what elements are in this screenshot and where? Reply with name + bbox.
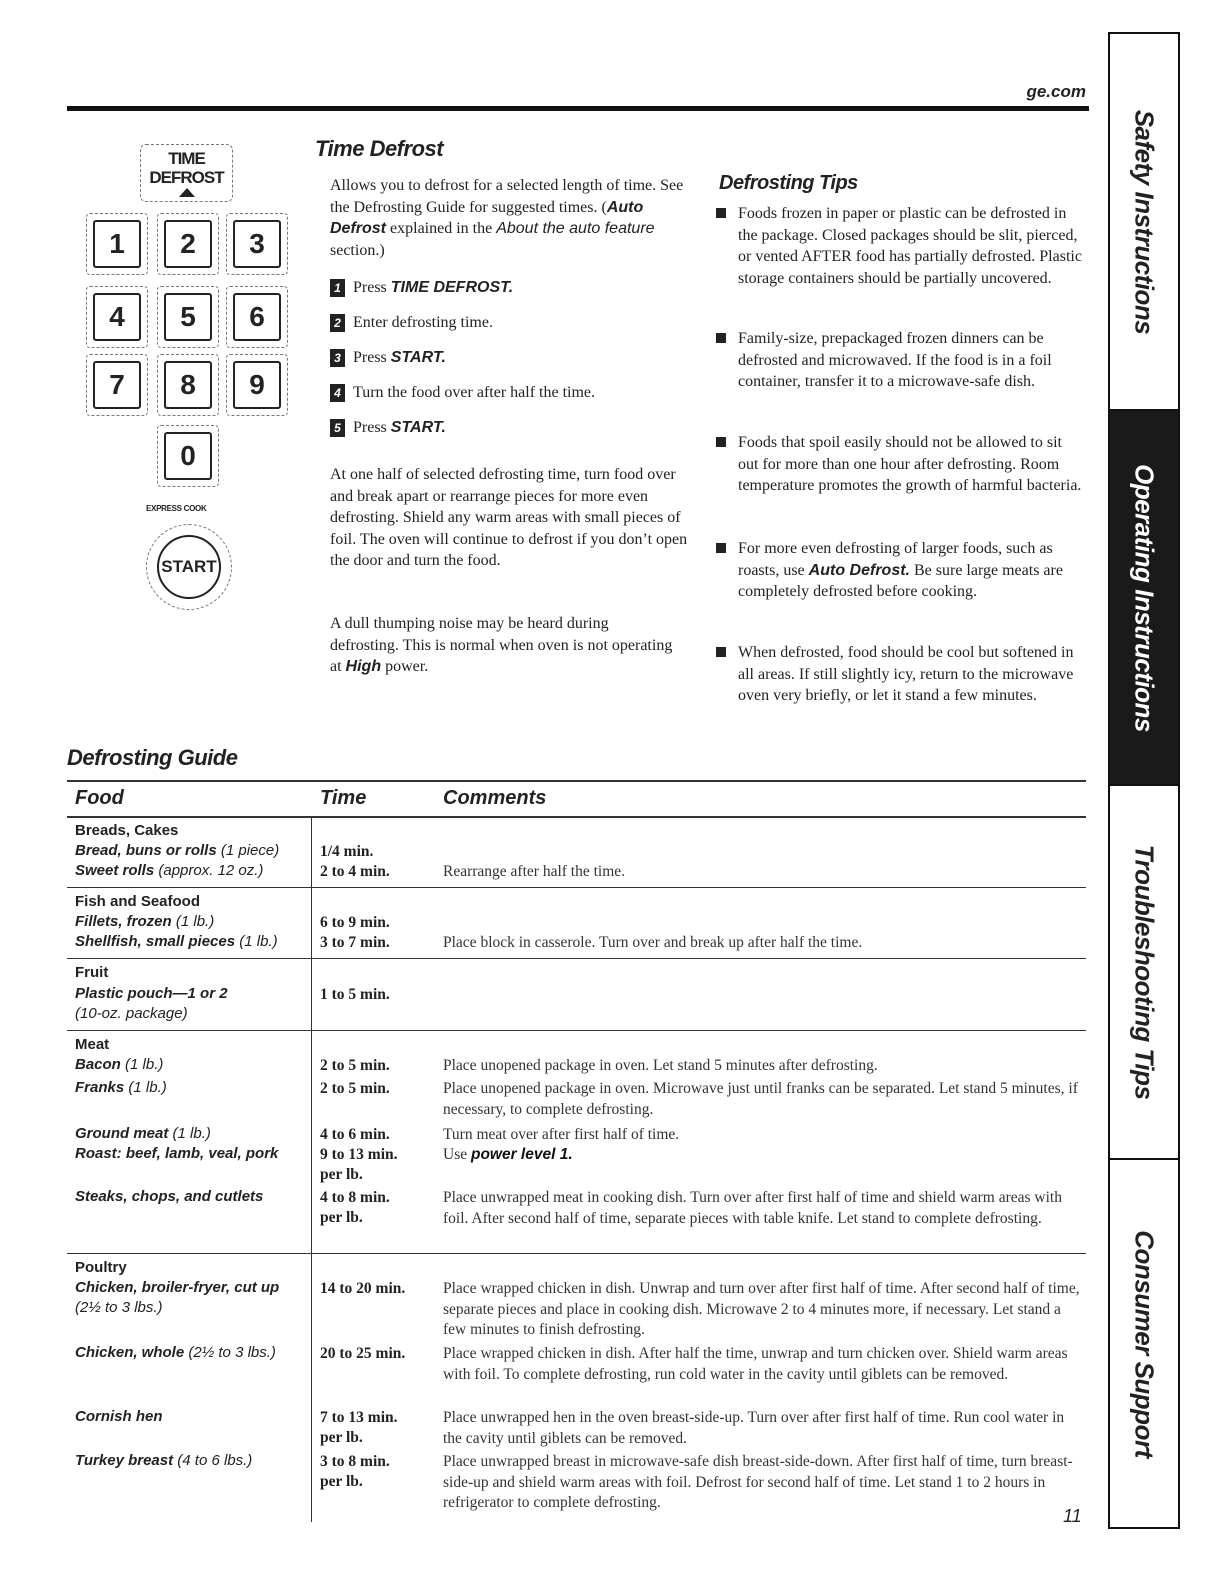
- time-line: 4 to 8 min.: [320, 1189, 390, 1206]
- step-number: 1: [330, 279, 345, 297]
- food-row: [75, 1055, 163, 1075]
- food-row: [75, 912, 214, 932]
- time-line: 7 to 13 min.: [320, 1409, 398, 1426]
- tab-safety-instructions[interactable]: [1110, 34, 1178, 411]
- food-qty: (2½ to 3 lbs.): [184, 1344, 276, 1361]
- time-cell: 2 to 4 min.: [320, 863, 390, 880]
- time-line: 9 to 13 min.: [320, 1146, 398, 1163]
- food-name: Fillets, frozen: [75, 913, 172, 930]
- food-row: [75, 1187, 263, 1207]
- key-label: 3: [233, 220, 281, 268]
- step-text: Press: [353, 349, 387, 366]
- col-time: Time: [320, 787, 367, 809]
- time-cell: 6 to 9 min.: [320, 914, 390, 931]
- step-bold: TIME DEFROST.: [390, 279, 514, 296]
- tab-label: Operating Instructions: [1129, 463, 1160, 732]
- time-cell: 4 to 6 min.: [320, 1126, 390, 1143]
- food-name: Roast: beef, lamb, veal, pork: [75, 1145, 279, 1162]
- time-defrost-key-line1: TIME: [168, 149, 205, 168]
- food-name: Sweet rolls: [75, 862, 155, 879]
- step-number: 5: [330, 419, 345, 437]
- food-name: Chicken, whole: [75, 1344, 185, 1361]
- tab-label: Safety Instructions: [1129, 109, 1160, 334]
- food-row: [75, 841, 279, 861]
- row-rule: [67, 958, 1086, 959]
- key-label: 6: [233, 293, 281, 341]
- food-qty-row: (2½ to 3 lbs.): [75, 1299, 163, 1316]
- food-name: Turkey breast: [75, 1452, 174, 1469]
- tip-5: [716, 642, 1086, 707]
- food-name: Shellfish, small pieces: [75, 933, 236, 950]
- start-key: [146, 524, 232, 610]
- time-line: 3 to 8 min.: [320, 1453, 390, 1470]
- col-food: Food: [75, 787, 124, 809]
- intro-bold: Auto Defrost: [330, 198, 644, 237]
- comment-cell: Place unwrapped breast in microwave-safe dish breast-side-down. After first half of time, turn breast-side-up and shield warm areas with foil. Defrost for second half of time. Let stand 1 to 2 hours in refrigerator to complete defrosting.: [443, 1453, 1073, 1511]
- time-cell: [320, 1452, 390, 1492]
- step-2: [330, 314, 493, 332]
- row-rule: [67, 887, 1086, 888]
- table-top-rule: [67, 780, 1086, 782]
- time-defrost-key-line2: DEFROST: [149, 168, 224, 187]
- table-header-rule: [67, 816, 1086, 818]
- tab-operating-instructions[interactable]: [1110, 411, 1178, 786]
- comment-cell: Place wrapped chicken in dish. After half the time, unwrap and turn chicken over. Shield warm areas with foil. To complete defrosting, run cold water in the cavity until giblets can be removed.: [443, 1345, 1068, 1383]
- start-key-label: START: [157, 535, 221, 599]
- tip-text-part: For more even defrosting of larger foods, such as roasts, use: [738, 540, 1053, 579]
- food-qty: (approx. 12 oz.): [154, 862, 264, 879]
- group-fruit: Fruit: [75, 964, 109, 981]
- comment-cell: Place unopened package in oven. Let stand 5 minutes after defrosting.: [443, 1057, 878, 1074]
- defrosting-guide-heading: Defrosting Guide: [67, 745, 238, 770]
- time-defrost-heading: Time Defrost: [315, 136, 444, 161]
- tip-bold: Auto Defrost.: [808, 561, 910, 579]
- time-cell: 1 to 5 min.: [320, 986, 390, 1003]
- key-label: 2: [164, 220, 212, 268]
- tip-text: Foods that spoil easily should not be allowed to sit out for more than one hour after defrosting. Room temperature promotes the growth of harmful bacteria.: [738, 434, 1082, 494]
- key-2: [157, 213, 219, 275]
- key-8: [157, 354, 219, 416]
- time-cell: 20 to 25 min.: [320, 1345, 406, 1362]
- group-breads: Breads, Cakes: [75, 822, 179, 839]
- tip-1: [716, 203, 1086, 289]
- food-name: Franks: [75, 1079, 125, 1096]
- tip-text-part: Be sure large meats are completely defrosted before cooking.: [738, 561, 1063, 600]
- food-row: [75, 1124, 211, 1144]
- tab-troubleshooting-tips[interactable]: [1110, 786, 1178, 1160]
- food-name: Plastic pouch—1 or 2: [75, 985, 228, 1002]
- intro-italic: About the auto feature: [496, 220, 655, 237]
- food-name: Cornish hen: [75, 1408, 163, 1425]
- food-name: Bacon: [75, 1056, 121, 1073]
- food-qty: (4 to 6 lbs.): [173, 1452, 253, 1469]
- intro-text: Allows you to defrost for a selected length of time. See the Defrosting Guide for suggested times. (: [330, 177, 684, 216]
- key-7: [86, 354, 148, 416]
- intro-text: section.): [330, 241, 385, 259]
- step-4: [330, 384, 595, 402]
- bullet-icon: [716, 208, 726, 218]
- tip-text: When defrosted, food should be cool but softened in all areas. If still slightly icy, return to the microwave oven very briefly, or let it stand a few minutes.: [738, 644, 1074, 704]
- time-defrost-intro: [330, 175, 690, 261]
- step-text: Turn the food over after half the time.: [353, 384, 596, 401]
- tip-3: [716, 432, 1086, 497]
- comment-cell: [443, 1145, 1083, 1166]
- header-rule: [67, 106, 1089, 111]
- time-defrost-para3: [330, 613, 680, 678]
- time-cell: 14 to 20 min.: [320, 1280, 406, 1297]
- key-5: [157, 286, 219, 348]
- section-tabs: [1108, 32, 1180, 1529]
- para-bold: High: [345, 658, 382, 675]
- col-comments: Comments: [443, 787, 547, 809]
- key-9: [226, 354, 288, 416]
- food-row: [75, 1407, 163, 1427]
- page-number: 11: [1063, 1506, 1082, 1526]
- time-cell: 1/4 min.: [320, 843, 374, 860]
- comment-text: Use: [443, 1146, 471, 1163]
- food-name: Bread, buns or rolls: [75, 842, 217, 859]
- comment-cell: Place unopened package in oven. Microwave just until franks can be separated. Let stand 5 minutes, if necessary, to complete defrosting.: [443, 1080, 1078, 1118]
- bullet-icon: [716, 333, 726, 343]
- food-qty: (1 lb.): [120, 1056, 164, 1073]
- comment-bold: power level 1.: [470, 1146, 573, 1163]
- food-qty: (1 lb.): [171, 913, 215, 930]
- time-line: per lb.: [320, 1429, 363, 1446]
- key-label: 9: [233, 361, 281, 409]
- row-rule: [67, 1253, 1086, 1254]
- tip-2: [716, 328, 1086, 393]
- time-defrost-para2: At one half of selected defrosting time, turn food over and break apart or rearrange pieces for more even defrosting. Shield any warm areas with small pieces of foil. The oven will continue to defrost if you don’t open the door and turn the food.: [330, 466, 688, 569]
- time-cell: [320, 1145, 398, 1185]
- food-name: Ground meat: [75, 1125, 169, 1142]
- step-3: [330, 349, 446, 367]
- comment-cell: Rearrange after half the time.: [443, 863, 626, 880]
- comment-cell: Place unwrapped hen in the oven breast-side-up. Turn over after first half of time. Run cool water in the cavity until giblets can be removed.: [443, 1409, 1065, 1447]
- food-row: [75, 1144, 278, 1164]
- comment-cell: Place wrapped chicken in dish. Unwrap and turn over after first half of time. After second half of time, separate pieces and place in cooking dish. Microwave 2 to 4 minutes more, if necessary. Let stand a few minutes to finish defrosting.: [443, 1280, 1080, 1338]
- tab-label: Consumer Support: [1129, 1229, 1160, 1458]
- food-row: [75, 1343, 276, 1363]
- key-1: [86, 213, 148, 275]
- tip-text: Foods frozen in paper or plastic can be defrosted in the package. Closed packages should be slit, pierced, or vented AFTER food has partially defrosted. Plastic storage containers should be partially uncovered.: [738, 205, 1082, 287]
- site-url: ge.com: [1026, 82, 1086, 101]
- food-row: [75, 1078, 167, 1098]
- time-cell: 3 to 7 min.: [320, 934, 390, 951]
- step-text: Enter defrosting time.: [353, 314, 493, 331]
- bullet-icon: [716, 647, 726, 657]
- step-5: [330, 419, 446, 437]
- step-bold: START.: [390, 419, 446, 436]
- tab-consumer-support[interactable]: [1110, 1160, 1178, 1527]
- table-column-divider: [311, 816, 312, 1522]
- row-rule: [67, 1030, 1086, 1031]
- food-name: Steaks, chops, and cutlets: [75, 1188, 264, 1205]
- food-qty: (1 piece): [216, 842, 280, 859]
- step-number: 3: [330, 349, 345, 367]
- step-text: Press: [353, 279, 387, 296]
- step-bold: START.: [390, 349, 446, 366]
- step-number: 2: [330, 314, 345, 332]
- key-label: 7: [93, 361, 141, 409]
- para-text: A dull thumping noise may be heard during defrosting. This is normal when oven is not operating at: [330, 615, 673, 675]
- group-meat: Meat: [75, 1036, 110, 1053]
- time-cell: [320, 1408, 398, 1448]
- intro-text: explained in the: [386, 220, 497, 237]
- tab-label: Troubleshooting Tips: [1129, 844, 1160, 1100]
- food-row: [75, 1451, 252, 1471]
- food-row: [75, 1278, 279, 1298]
- tip-text: Family-size, prepackaged frozen dinners can be defrosted and microwaved. If the food is in a foil container, transfer it to a microwave-safe dish.: [738, 330, 1052, 390]
- comment-cell: Place block in casserole. Turn over and break up after half the time.: [443, 934, 863, 951]
- food-qty: (1 lb.): [235, 933, 278, 950]
- time-line: per lb.: [320, 1473, 363, 1490]
- key-4: [86, 286, 148, 348]
- key-label: 5: [164, 293, 212, 341]
- food-qty-row: (10-oz. package): [75, 1005, 188, 1022]
- tip-4: [716, 538, 1086, 603]
- time-cell: 2 to 5 min.: [320, 1080, 390, 1097]
- group-poultry: Poultry: [75, 1259, 127, 1276]
- bullet-icon: [716, 543, 726, 553]
- food-qty: (1 lb.): [124, 1079, 167, 1096]
- key-6: [226, 286, 288, 348]
- time-defrost-key: [140, 144, 233, 202]
- key-label: 1: [93, 220, 141, 268]
- food-name: Chicken, broiler-fryer, cut up: [75, 1279, 280, 1296]
- key-3: [226, 213, 288, 275]
- time-line: per lb.: [320, 1166, 363, 1183]
- key-label: 4: [93, 293, 141, 341]
- food-qty: (1 lb.): [168, 1125, 211, 1142]
- triangle-indicator-icon: [179, 188, 195, 197]
- key-0: [157, 425, 219, 487]
- key-label: 0: [164, 432, 212, 480]
- tip-text: [738, 538, 1086, 603]
- key-label: 8: [164, 361, 212, 409]
- comment-cell: Turn meat over after first half of time.: [443, 1126, 680, 1143]
- para-text: power.: [381, 658, 429, 675]
- food-row: [75, 861, 263, 881]
- step-1: [330, 279, 513, 297]
- step-text: Press: [353, 419, 387, 436]
- comment-cell: Place unwrapped meat in cooking dish. Turn over after first half of time and shield warm areas with foil. After second half of time, separate pieces with table knife. Let stand to complete defrosting.: [443, 1189, 1062, 1227]
- step-number: 4: [330, 384, 345, 402]
- food-row: [75, 932, 278, 952]
- bullet-icon: [716, 437, 726, 447]
- group-fish: Fish and Seafood: [75, 893, 201, 910]
- food-row: [75, 984, 228, 1004]
- time-cell: [320, 1188, 390, 1228]
- defrosting-tips-heading: Defrosting Tips: [719, 172, 858, 194]
- time-line: per lb.: [320, 1209, 363, 1226]
- time-cell: 2 to 5 min.: [320, 1057, 390, 1074]
- express-cook-label: EXPRESS COOK: [146, 504, 207, 513]
